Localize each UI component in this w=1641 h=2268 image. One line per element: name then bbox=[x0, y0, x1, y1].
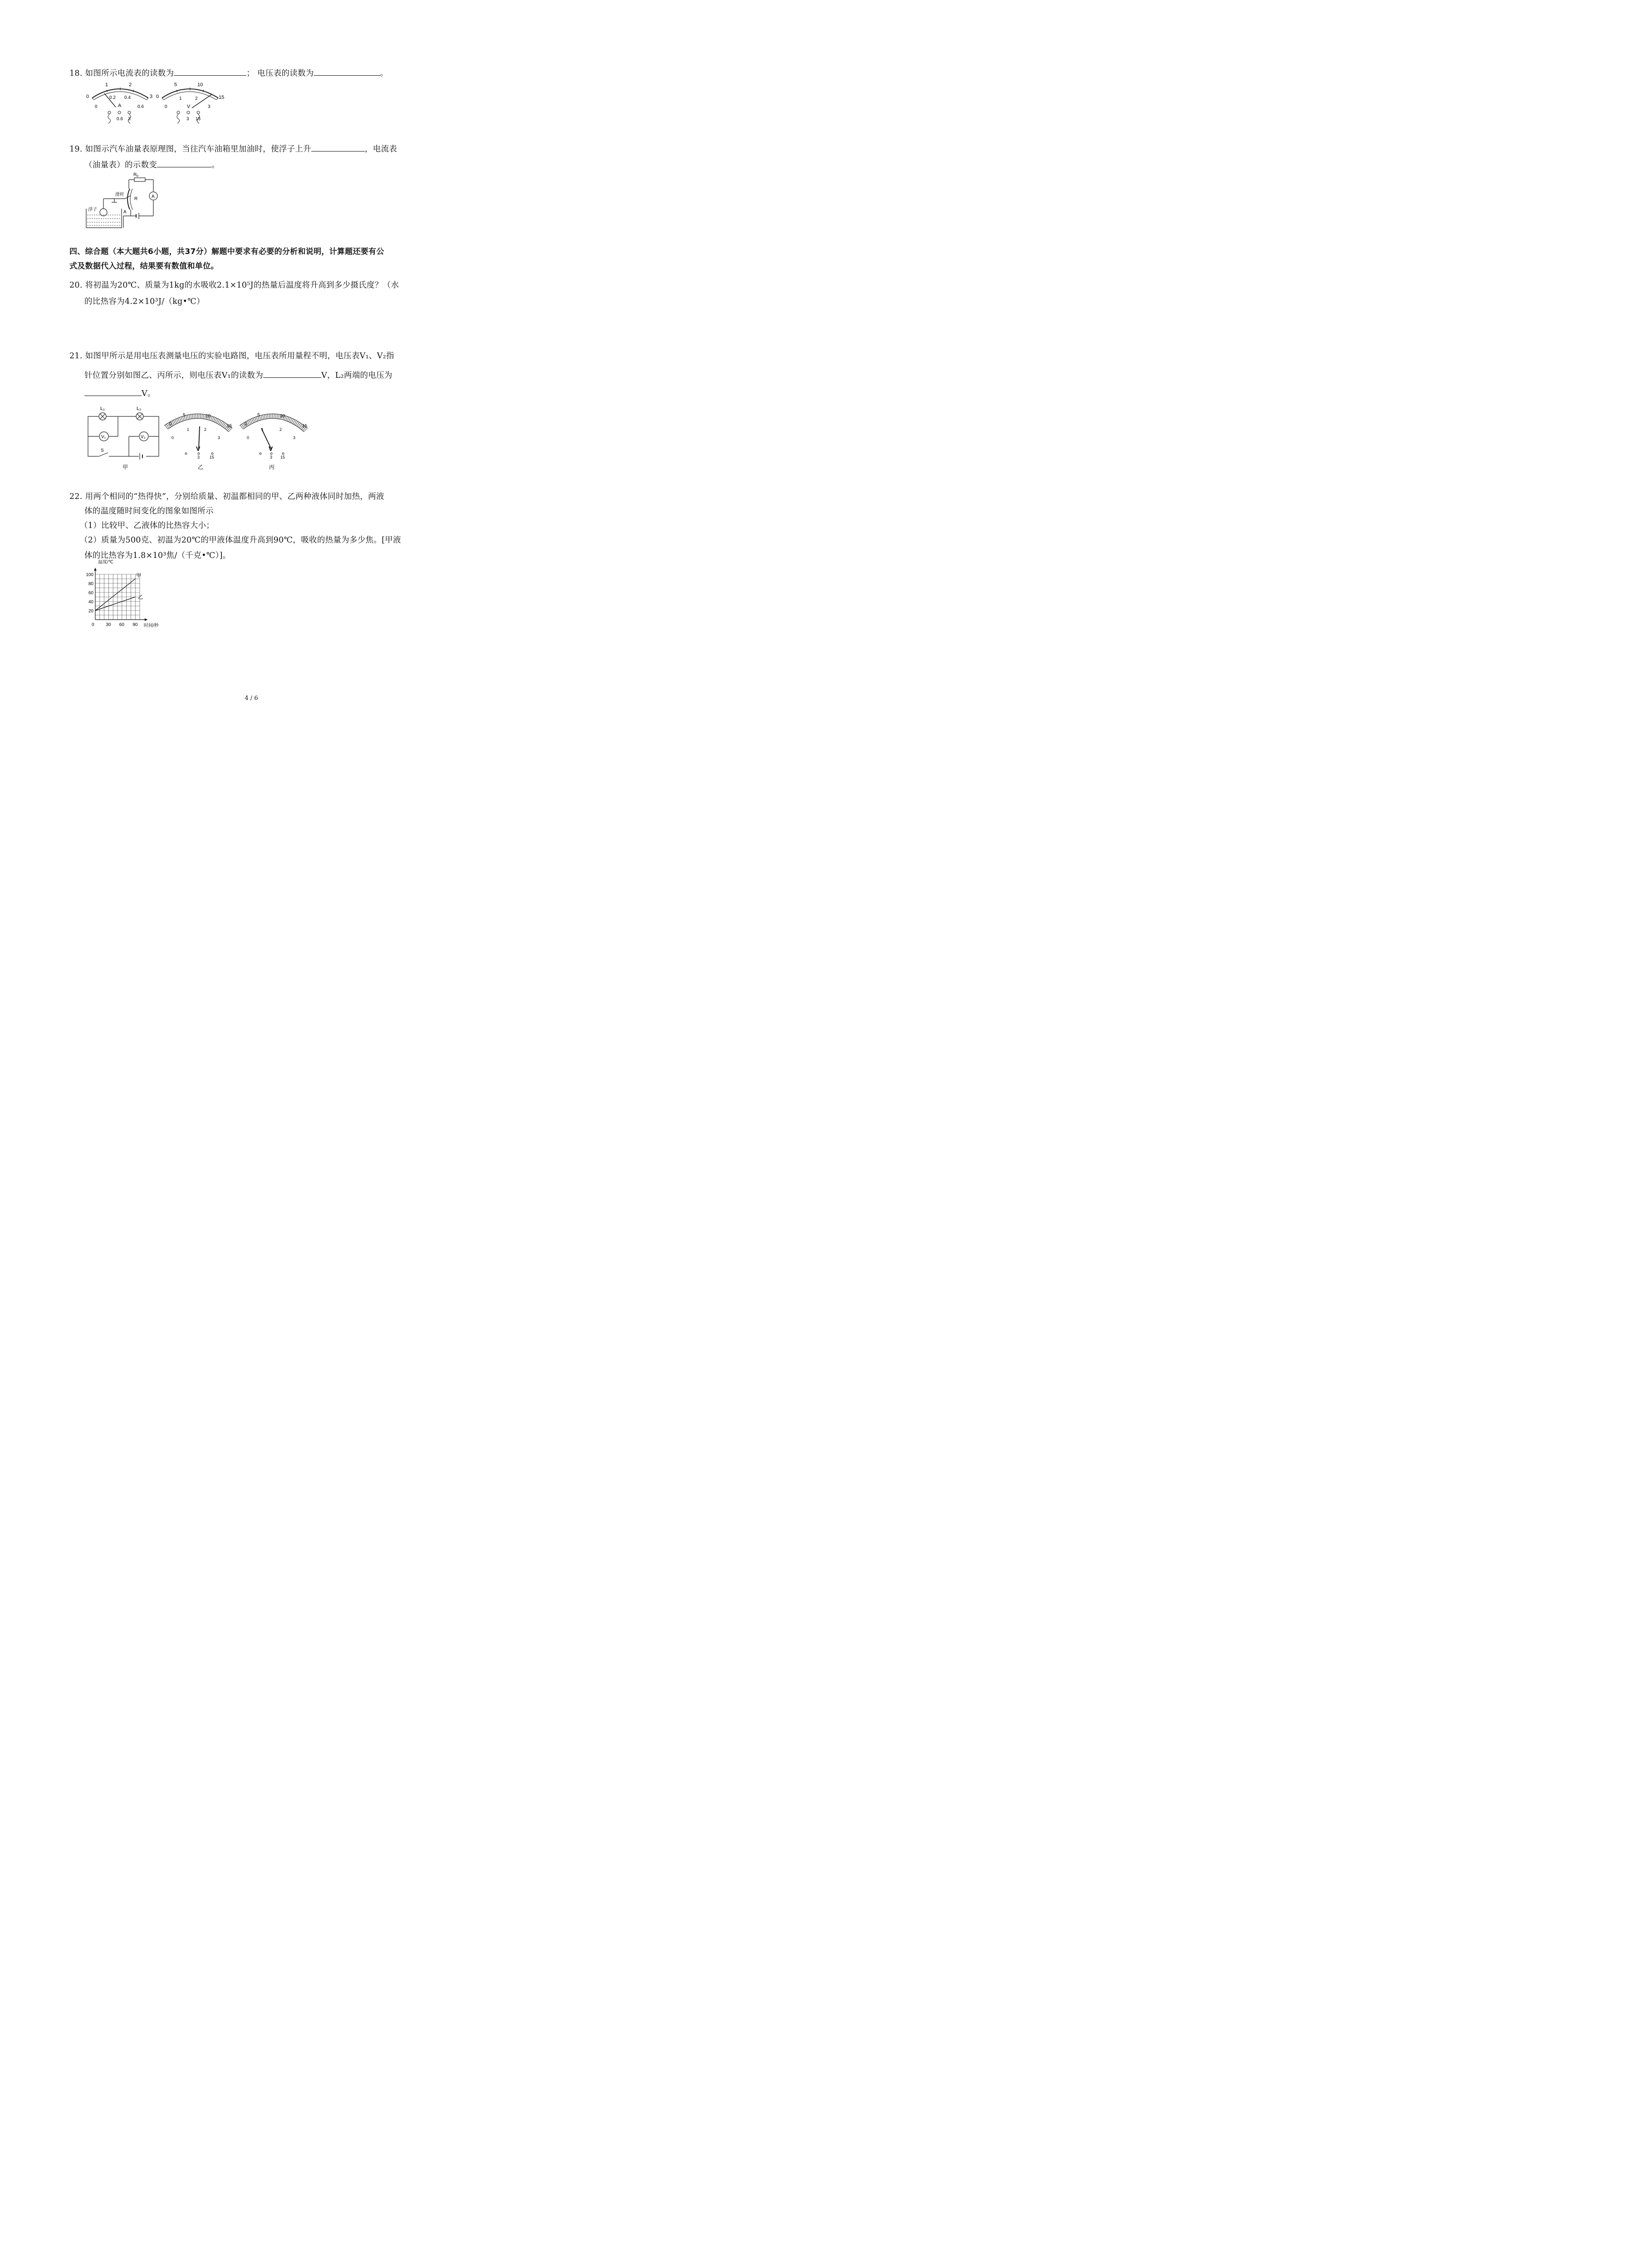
meter-b-bottom-3: 3 bbox=[218, 435, 220, 440]
q21-text-2: 针位置分别如图乙、丙所示，则电压表V₁的读数为 bbox=[84, 371, 264, 380]
q18-number: 18. bbox=[69, 69, 83, 78]
ammeter-unit: A bbox=[118, 103, 122, 108]
q21-line-2 bbox=[84, 368, 392, 382]
ammeter-terminal-2: 3 bbox=[128, 117, 131, 122]
q21-figures bbox=[85, 404, 312, 474]
r0-label: R bbox=[133, 172, 137, 177]
y-axis-arrow bbox=[94, 568, 97, 571]
q21-answer-blank-2[interactable] bbox=[84, 386, 142, 396]
meter-c-bottom-1: 1 bbox=[261, 427, 264, 432]
y-tick-label: 100 bbox=[86, 572, 93, 577]
y-axis-label: 温度/℃ bbox=[98, 560, 114, 565]
q19-answer-blank-1[interactable] bbox=[311, 142, 365, 152]
q19-number: 19. bbox=[69, 145, 83, 154]
chart-grid bbox=[95, 574, 140, 620]
meter-c-top-2: 10 bbox=[280, 414, 285, 419]
voltmeter-bottom-2: 2 bbox=[195, 96, 198, 101]
meter-c-terminal-1: 3 bbox=[270, 455, 273, 459]
q21-text-4: V。 bbox=[142, 389, 156, 398]
r-label: R bbox=[134, 196, 138, 201]
y-tick-label: 20 bbox=[88, 609, 93, 614]
q19-line-1 bbox=[69, 142, 397, 156]
q18-answer-blank-1[interactable] bbox=[174, 66, 246, 76]
ammeter-top-3: 3 bbox=[150, 94, 153, 99]
q19-fuel-gauge-diagram bbox=[85, 171, 162, 230]
page-number: 4 / 6 bbox=[245, 695, 258, 702]
meter-b-bottom-2: 2 bbox=[204, 427, 207, 432]
ammeter-top-0: 0 bbox=[86, 94, 89, 99]
ammeter-top-1: 1 bbox=[105, 82, 108, 88]
meter-c-bottom-3: 3 bbox=[293, 435, 296, 440]
switch-label: S bbox=[101, 448, 104, 453]
q18-text-a: 如图所示电流表的读数为 bbox=[85, 69, 174, 78]
ammeter-top-2: 2 bbox=[129, 82, 132, 88]
q22-line-2: 体的温度随时间变化的图象如图所示 bbox=[84, 507, 214, 516]
meter-c-top-0: 0 bbox=[245, 422, 247, 427]
q20-line-2: 的比热容为4.2×10³J/（kg•℃） bbox=[84, 297, 205, 306]
float-label: 浮子 bbox=[88, 207, 97, 212]
ammeter-bottom-1: 0.2 bbox=[109, 95, 116, 100]
meter-b-top-0: 0 bbox=[169, 422, 172, 427]
voltmeter-top-3: 15 bbox=[219, 95, 225, 100]
q21-number: 21. bbox=[69, 352, 83, 361]
section4-heading-line-1: 四、综合题（本大题共6小题，共37分）解题中要求有必要的分析和说明，计算题还要有公 bbox=[69, 247, 384, 256]
q21-text-1: 如图甲所示是用电压表测量电压的实验电路图，电压表所用量程不明，电压表V₁、V₂指 bbox=[85, 352, 394, 361]
voltmeter-top-2: 10 bbox=[197, 82, 203, 88]
ammeter-terminal-1: 0.6 bbox=[117, 117, 123, 122]
meter-b-top-3: 15 bbox=[227, 424, 232, 429]
q21-meter-b bbox=[164, 414, 232, 449]
chart-labels bbox=[86, 560, 159, 628]
series-label-1: 甲 bbox=[136, 573, 142, 578]
section4-heading-line-2: 式及数据代入过程，结果要有数值和单位。 bbox=[69, 262, 219, 271]
q22-line-1 bbox=[69, 490, 384, 503]
chart-series bbox=[95, 579, 135, 611]
x-tick-label: 30 bbox=[106, 622, 111, 627]
q21-text-3: V，L₂两端的电压为 bbox=[321, 371, 392, 380]
q21-meter-c bbox=[240, 414, 308, 449]
caption-bing: 丙 bbox=[269, 464, 275, 470]
q18-sep: ； bbox=[246, 69, 255, 78]
l1-label: L₁ bbox=[100, 406, 105, 411]
x-axis-label: 时间/秒 bbox=[143, 623, 159, 628]
x-tick-label: 90 bbox=[132, 622, 138, 627]
r0-sub: 0 bbox=[137, 175, 138, 178]
q20-number: 20. bbox=[69, 281, 83, 290]
voltmeter-bottom-1: 1 bbox=[179, 96, 182, 101]
v1-label: V₁ bbox=[101, 435, 106, 440]
origin-label: 0 bbox=[92, 622, 94, 627]
lever-label: 滑杆 bbox=[115, 192, 124, 197]
voltmeter-terminal-1: 3 bbox=[186, 117, 189, 122]
y-tick-label: 60 bbox=[88, 591, 93, 596]
meter-c-top-1: 5 bbox=[257, 413, 260, 418]
q20-text-1: 将初温为20℃、质量为1kg的水吸收2.1×10⁵J的热量后温度将升高到多少摄氏度？（水 bbox=[85, 281, 399, 290]
caption-yi: 乙 bbox=[198, 464, 204, 470]
q18-end: 。 bbox=[380, 69, 388, 78]
q19-end: 。 bbox=[211, 161, 220, 170]
y-tick-label: 40 bbox=[88, 600, 93, 605]
meter-b-unit: V bbox=[196, 445, 201, 452]
x-axis-arrow bbox=[145, 618, 147, 621]
voltmeter-bottom-3: 3 bbox=[208, 104, 211, 109]
ammeter-bottom-0: 0 bbox=[95, 104, 98, 109]
y-tick-label: 80 bbox=[88, 582, 93, 587]
series-label-2: 乙 bbox=[138, 595, 143, 600]
q18-answer-blank-2[interactable] bbox=[314, 66, 380, 76]
q22-number: 22. bbox=[69, 492, 83, 501]
q21-line-1 bbox=[69, 349, 394, 363]
q19-text-a: 如图示汽车油量表原理图，当往汽车油箱里加油时，使浮子上升 bbox=[85, 145, 312, 154]
l2-label: L₂ bbox=[137, 406, 142, 411]
ammeter-bottom-3: 0.6 bbox=[137, 104, 144, 109]
meter-b-top-1: 5 bbox=[183, 413, 186, 418]
q18-meters-figure bbox=[84, 80, 229, 125]
q21-answer-blank-1[interactable] bbox=[263, 368, 321, 378]
voltmeter-top-0: 0 bbox=[156, 94, 159, 99]
q21-circuit bbox=[88, 413, 159, 459]
q19-text-b: ，电流表 bbox=[365, 145, 397, 154]
ammeter-bottom-2: 0.4 bbox=[124, 95, 131, 100]
meter-b-top-2: 10 bbox=[206, 414, 211, 419]
voltmeter-unit: V bbox=[187, 104, 191, 109]
x-tick-label: 60 bbox=[119, 622, 124, 627]
meter-c-terminal-2: 15 bbox=[280, 455, 285, 459]
caption-jia: 甲 bbox=[122, 464, 128, 470]
meter-b-bottom-1: 1 bbox=[187, 427, 190, 432]
meter-label: A bbox=[152, 194, 155, 199]
meter-c-bottom-2: 2 bbox=[279, 427, 282, 432]
meter-c-unit: V bbox=[269, 445, 273, 452]
q22-line-3: （1）比较甲、乙液体的比热容大小； bbox=[80, 521, 215, 530]
q22-line-5: 体的比热容为1.8×10³焦/（千克•℃）]。 bbox=[84, 551, 231, 560]
series-line-1 bbox=[95, 579, 135, 611]
meter-c-bottom-0: 0 bbox=[247, 435, 250, 440]
voltmeter-terminal-2: 15 bbox=[196, 117, 201, 122]
meter-b-bottom-0: 0 bbox=[171, 435, 174, 440]
q20-line-1 bbox=[69, 279, 399, 292]
meter-c-top-3: 15 bbox=[302, 424, 308, 429]
point-a-label: A bbox=[123, 210, 127, 215]
q19-line-2 bbox=[84, 158, 220, 172]
series-line-2 bbox=[95, 597, 135, 611]
q19-answer-blank-2[interactable] bbox=[157, 158, 211, 167]
q21-line-3 bbox=[84, 386, 156, 401]
meter-b-terminal-2: 15 bbox=[210, 455, 215, 459]
q22-line-4: （2）质量为500克、初温为20℃的甲液体温度升高到90℃，吸收的热量为多少焦。[甲液 bbox=[80, 536, 401, 545]
v2-label: V₂ bbox=[141, 435, 146, 440]
q19-text-c: （油量表）的示数变 bbox=[84, 161, 157, 170]
voltmeter-bottom-0: 0 bbox=[165, 104, 167, 109]
q22-text-1: 用两个相同的“热得快”，分别给质量、初温都相同的甲、乙两种液体同时加热，两液 bbox=[85, 492, 384, 501]
meter-b-terminal-1: 3 bbox=[197, 455, 200, 459]
q22-temperature-chart bbox=[85, 560, 176, 632]
q18-line bbox=[69, 66, 388, 80]
voltmeter-top-1: 5 bbox=[174, 82, 177, 88]
q18-text-b: 电压表的读数为 bbox=[257, 69, 314, 78]
